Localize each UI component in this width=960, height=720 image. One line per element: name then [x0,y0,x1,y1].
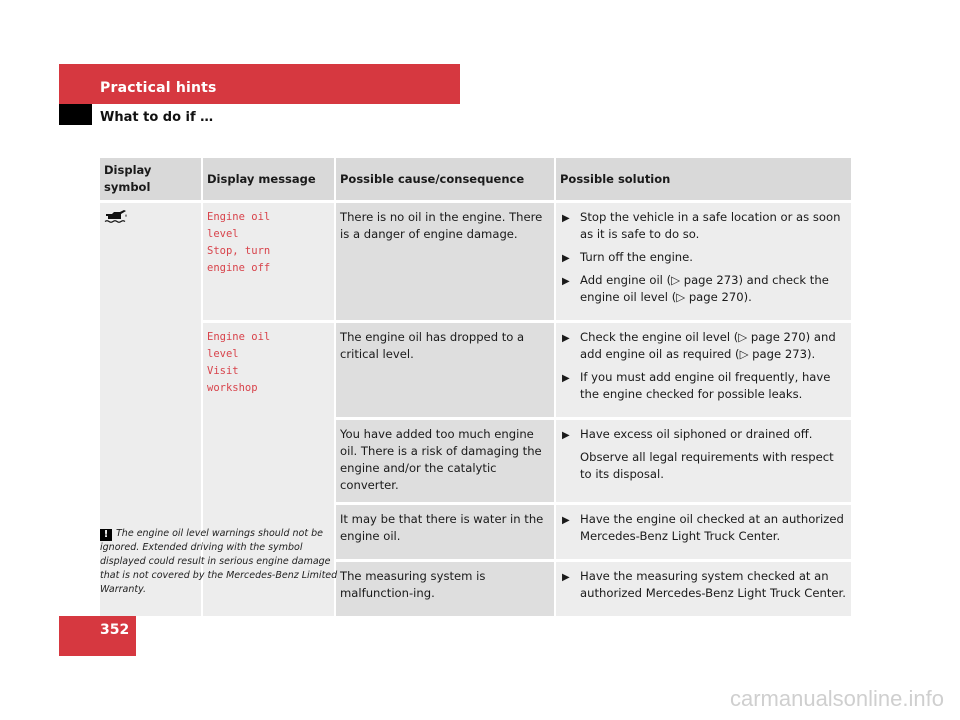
display-message-cell [203,203,336,323]
bullet-arrow-icon: ▶ [562,213,570,224]
engine-oil-level-icon [104,209,128,223]
watermark: carmanualsonline.info [729,686,944,711]
solution-item [560,568,847,602]
solution-note: Observe all legal requirements with respect to its disposal. [580,450,834,481]
solution-cell [556,505,853,562]
solution-text: Stop the vehicle in a safe location or as soon as it is safe to do so. [580,210,841,241]
cause-cell: There is no oil in the engine. There is a danger of engine damage. [336,203,556,323]
solution-text: Have excess oil siphoned or drained off. [580,427,813,441]
bullet-arrow-icon: ▶ [562,333,570,344]
column-header: Display symbol [100,158,203,203]
solution-text: If you must add engine oil frequently, have the engine checked for possible leaks. [580,370,831,401]
solution-item [560,209,847,243]
cause-cell: The measuring system is malfunction-ing. [336,562,556,619]
table-header-row [100,158,853,203]
solution-text: Have the measuring system checked at an authorized Mercedes-Benz Light Truck Center. [580,569,846,600]
column-header: Possible solution [556,158,853,203]
table-row [100,323,853,420]
message-line: Engine oil [207,211,271,223]
message-line: workshop [207,382,258,394]
message-line: Stop, turn [207,245,271,257]
column-header: Possible cause/consequence [336,158,556,203]
solution-cell [556,562,853,619]
solution-cell [556,203,853,323]
message-line: level [207,228,239,240]
cause-cell: The engine oil has dropped to a critical level. [336,323,556,420]
solution-item [560,369,847,403]
message-line: level [207,348,239,360]
message-line: Visit [207,365,239,377]
cause-cell: It may be that there is water in the engine oil. [336,505,556,562]
bullet-arrow-icon: ▶ [562,373,570,384]
bullet-arrow-icon: ▶ [562,515,570,526]
solution-item [560,426,847,443]
solution-cell [556,323,853,420]
section-title: Practical hints [100,80,217,96]
bullet-arrow-icon: ▶ [562,572,570,583]
bullet-arrow-icon: ▶ [562,276,570,287]
page-number: 352 [100,622,130,638]
table-row [100,203,853,323]
warning-note-text: The engine oil level warnings should not be ignored. Extended driving with the symbol displayed could result in serious engine damage that is not covered by the Mercedes-Benz Limited Warranty. [100,528,338,595]
solution-text: Check the engine oil level (▷ page 270) and add engine oil as required (▷ page 273). [580,330,836,361]
message-line: engine off [207,262,271,274]
solution-item [560,329,847,363]
solution-cell [556,420,853,505]
bullet-arrow-icon: ▶ [562,253,570,264]
solution-text: Have the engine oil checked at an authorized Mercedes-Benz Light Truck Center. [580,512,844,543]
solution-item [560,249,847,266]
cause-cell: You have added too much engine oil. There is a risk of damaging the engine and/or the catalytic converter. [336,420,556,505]
solution-item [560,511,847,545]
bullet-arrow-icon: ▶ [562,430,570,441]
solution-text: Turn off the engine. [580,250,693,264]
subsection-title: What to do if … [100,110,214,125]
warning-exclamation-icon: ! [100,529,112,541]
warning-note [100,527,350,597]
solution-item [560,272,847,306]
message-line: Engine oil [207,331,271,343]
subsection-marker [59,104,92,125]
column-header: Display message [203,158,336,203]
solution-text: Add engine oil (▷ page 273) and check the engine oil level (▷ page 270). [580,273,829,304]
